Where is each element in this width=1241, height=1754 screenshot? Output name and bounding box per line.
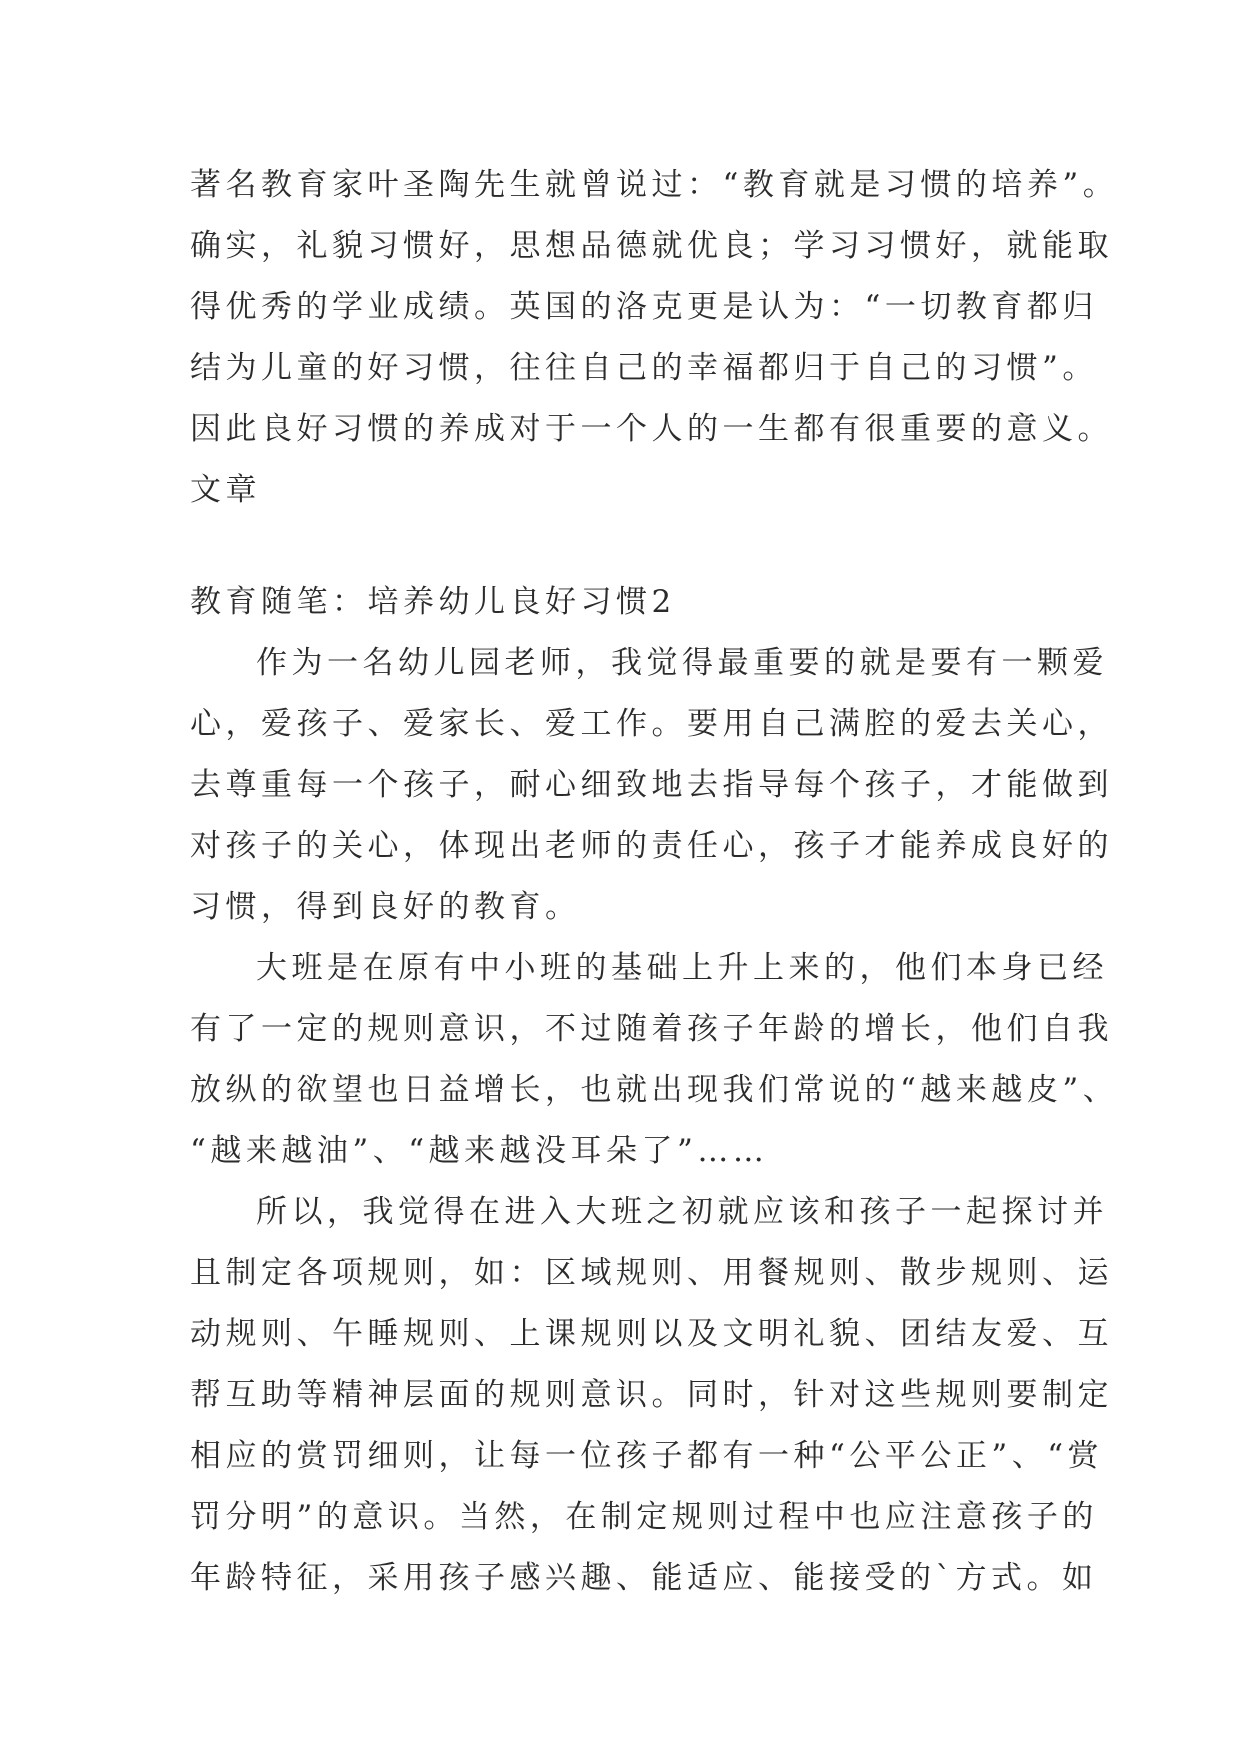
p1-line-2: 心，爱孩子、爱家长、爱工作。要用自己满腔的爱去关心， [190, 706, 1113, 742]
p1-line-3: 去尊重每一个孩子，耐心细致地去指导每个孩子，才能做到 [190, 767, 1113, 803]
p3-line-4: 帮互助等精神层面的规则意识。同时，针对这些规则要制定 [190, 1377, 1113, 1413]
p3-line-7: 年龄特征，采用孩子感兴趣、能适应、能接受的`方式。如 [190, 1560, 1098, 1596]
p2-line-1: 大班是在原有中小班的基础上升上来的，他们本身已经 [256, 950, 1108, 986]
intro-line-3: 得优秀的学业成绩。英国的洛克更是认为：“一切教育都归 [190, 289, 1098, 325]
p1-line-5: 习惯，得到良好的教育。 [190, 889, 581, 925]
p3-line-1: 所以，我觉得在进入大班之初就应该和孩子一起探讨并 [256, 1194, 1108, 1230]
p2-line-4: “越来越油”、“越来越没耳朵了”…… [190, 1133, 769, 1169]
p3-line-5: 相应的赏罚细则，让每一位孩子都有一种“公平公正”、“赏 [190, 1438, 1104, 1474]
intro-line-2: 确实，礼貌习惯好，思想品德就优良；学习习惯好，就能取 [190, 228, 1113, 264]
p3-line-6: 罚分明”的意识。当然，在制定规则过程中也应注意孩子的 [190, 1499, 1098, 1535]
p3-line-3: 动规则、午睡规则、上课规则以及文明礼貌、团结友爱、互 [190, 1316, 1113, 1352]
intro-line-6: 文章 [190, 472, 261, 508]
p1-line-1: 作为一名幼儿园老师，我觉得最重要的就是要有一颗爱 [256, 645, 1108, 681]
p1-line-4: 对孩子的关心，体现出老师的责任心，孩子才能养成良好的 [190, 828, 1113, 864]
intro-line-4: 结为儿童的好习惯，往往自己的幸福都归于自己的习惯”。 [190, 350, 1098, 386]
p3-line-2: 且制定各项规则，如：区域规则、用餐规则、散步规则、运 [190, 1255, 1113, 1291]
intro-line-1: 著名教育家叶圣陶先生就曾说过：“教育就是习惯的培养”。 [190, 167, 1119, 203]
p2-line-3: 放纵的欲望也日益增长，也就出现我们常说的“越来越皮”、 [190, 1072, 1119, 1108]
intro-line-5: 因此良好习惯的养成对于一个人的一生都有很重要的意义。 [190, 411, 1113, 447]
section-title: 教育随笔：培养幼儿良好习惯2 [190, 584, 676, 620]
p2-line-2: 有了一定的规则意识，不过随着孩子年龄的增长，他们自我 [190, 1011, 1113, 1047]
